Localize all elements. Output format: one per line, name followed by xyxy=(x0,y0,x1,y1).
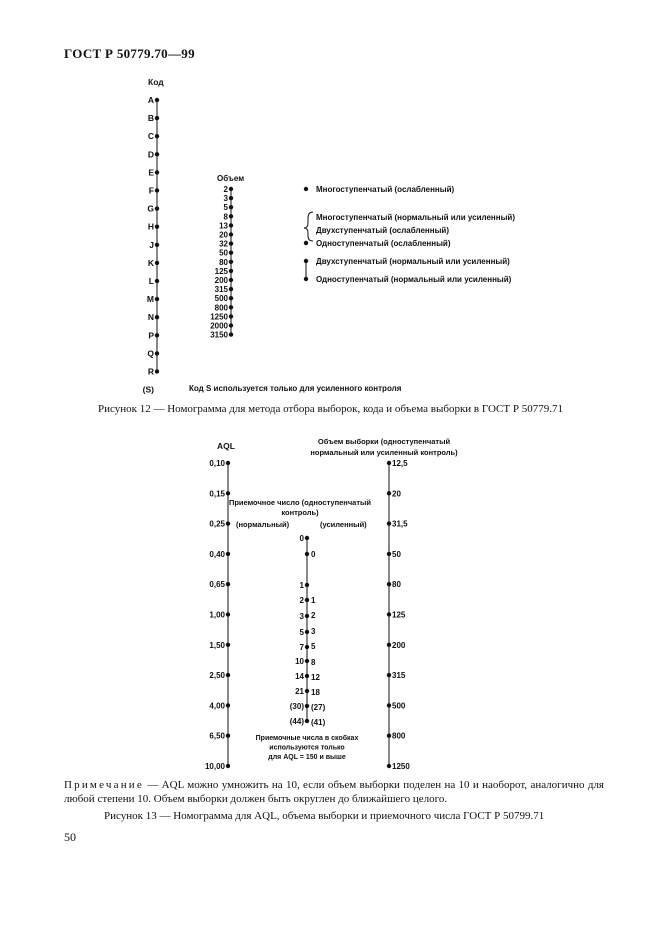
aql-label: 4,00 xyxy=(209,701,225,711)
sample-size-label: 50 xyxy=(392,549,401,559)
page-number: 50 xyxy=(64,830,76,844)
sample-size-label: 12,5 xyxy=(392,459,408,468)
sample-size-point xyxy=(387,552,391,556)
acceptance-normal-label: (нормальный) xyxy=(236,520,290,529)
plan-label: Одноступенчатый (ослабленный) xyxy=(316,239,451,248)
acceptance-normal-label: 0 xyxy=(299,534,304,543)
size-label: 3150 xyxy=(210,330,228,340)
plan-label: Двухступенчатый (нормальный или усиленный) xyxy=(316,257,510,266)
acceptance-tightened-label: 3 xyxy=(311,627,316,636)
acceptance-tightened-label: 8 xyxy=(311,658,316,667)
aql-point xyxy=(226,673,230,677)
code-label: E xyxy=(148,167,154,178)
sample-size-label: 31,5 xyxy=(392,519,408,529)
acceptance-normal-label: 2 xyxy=(299,596,304,605)
aql-point xyxy=(226,703,230,707)
sample-size-label: 20 xyxy=(392,489,401,499)
size-label: 5 xyxy=(223,203,228,213)
size-label: 50 xyxy=(219,248,228,258)
acceptance-title-line: контроль) xyxy=(281,508,319,517)
plan-label: Двухступенчатый (ослабленный) xyxy=(316,226,449,235)
code-label: G xyxy=(147,203,154,214)
sample-size-point xyxy=(387,643,391,647)
sample-size-label: 125 xyxy=(392,610,406,620)
sample-size-label: 1250 xyxy=(392,762,410,771)
code-label: K xyxy=(147,257,154,268)
sample-size-label: 80 xyxy=(392,580,401,590)
code-label: B xyxy=(147,113,154,124)
acceptance-note-line: для AQL = 150 и выше xyxy=(268,754,346,761)
size-label: 200 xyxy=(214,276,228,285)
code-label: A xyxy=(147,95,154,105)
code-label: L xyxy=(148,276,154,286)
acceptance-normal-point xyxy=(305,645,309,649)
aql-label: 6,50 xyxy=(209,731,225,741)
size-label: 2 xyxy=(223,185,228,194)
note-prefix: Примечание xyxy=(64,779,144,791)
acceptance-tightened-label: 5 xyxy=(311,642,316,651)
sample-size-label: 315 xyxy=(392,671,406,681)
code-label: (S) xyxy=(142,384,154,395)
aql-point xyxy=(226,612,230,616)
acceptance-tightened-label: 1 xyxy=(311,596,316,605)
code-label: C xyxy=(147,131,154,142)
plan-label: Многоступенчатый (нормальный или усиленный) xyxy=(316,213,515,222)
sample-size-label: 200 xyxy=(392,640,406,650)
aql-label: 1,50 xyxy=(209,640,225,650)
code-footnote: Код S используется только для усиленного контроля xyxy=(189,384,402,393)
aql-label: 2,50 xyxy=(209,671,225,681)
acceptance-normal-point xyxy=(305,598,309,602)
sample-size-title-line: нормальный или усиленный контроль) xyxy=(310,448,458,457)
figure-13-note xyxy=(64,778,604,806)
sample-size-point xyxy=(387,734,391,738)
acceptance-normal-label: (30) xyxy=(289,702,304,711)
sample-size-label: 800 xyxy=(392,731,406,741)
acceptance-normal-point xyxy=(305,659,309,663)
acceptance-normal-point xyxy=(305,630,309,634)
plan-label: Многоступенчатый (ослабленный) xyxy=(316,185,455,194)
figure-13-caption: Рисунок 13 — Номограмма для AQL, объема выборки и приемочного числа ГОСТ Р 50799.71 xyxy=(104,810,545,822)
sample-size-point xyxy=(387,521,391,525)
aql-point xyxy=(226,521,230,525)
sample-size-point xyxy=(387,703,391,707)
code-label: R xyxy=(147,366,154,377)
size-label: 800 xyxy=(214,303,228,313)
size-label: 1250 xyxy=(210,312,228,322)
aql-point xyxy=(226,643,230,647)
size-label: 315 xyxy=(214,285,228,295)
aql-point xyxy=(226,764,230,768)
acceptance-normal-label: 21 xyxy=(295,687,304,696)
acceptance-tightened-label: (усиленный) xyxy=(320,520,367,529)
sample-size-point xyxy=(387,491,391,495)
acceptance-normal-label: 10 xyxy=(295,657,304,666)
size-label: 80 xyxy=(219,257,228,267)
acceptance-tightened-label: (27) xyxy=(311,703,326,712)
aql-point xyxy=(226,734,230,738)
acceptance-normal-point xyxy=(305,674,309,678)
acceptance-normal-label: 3 xyxy=(299,612,304,621)
acceptance-normal-label: 14 xyxy=(295,672,304,681)
acceptance-tightened-label: 2 xyxy=(311,611,316,620)
size-label: 8 xyxy=(223,212,228,222)
acceptance-normal-point xyxy=(305,536,309,540)
code-label: F xyxy=(148,185,154,196)
code-label: D xyxy=(147,149,154,160)
code-label: N xyxy=(147,312,154,323)
sample-size-title-line: Объем выборки (одноступенчатый xyxy=(317,437,451,446)
size-label: 500 xyxy=(214,294,228,304)
acceptance-tightened-point xyxy=(305,552,309,556)
acceptance-title-line: Приемочное число (одноступенчатый xyxy=(228,498,372,507)
aql-label: 10,00 xyxy=(204,762,225,771)
code-label: M xyxy=(146,294,154,305)
size-label: 20 xyxy=(219,230,228,240)
size-axis-title: Объем xyxy=(217,174,245,183)
acceptance-tightened-label: 0 xyxy=(311,550,316,559)
aql-label: 0,25 xyxy=(209,519,225,529)
aql-label: 0,65 xyxy=(209,580,225,590)
size-label: 3 xyxy=(223,194,228,204)
acceptance-normal-point xyxy=(305,704,309,708)
acceptance-normal-point xyxy=(305,689,309,693)
sample-size-point xyxy=(387,582,391,586)
size-label: 13 xyxy=(219,221,228,231)
acceptance-note-line: Приемочные числа в скобках xyxy=(255,735,359,742)
document-header: ГОСТ Р 50779.70—99 xyxy=(64,46,195,61)
sample-size-point xyxy=(387,673,391,677)
sample-size-point xyxy=(387,612,391,616)
acceptance-normal-point xyxy=(305,583,309,587)
acceptance-normal-label: 5 xyxy=(299,628,304,637)
sample-size-point xyxy=(387,764,391,768)
aql-point xyxy=(226,491,230,495)
aql-point xyxy=(226,461,230,465)
size-label: 2000 xyxy=(210,321,228,331)
plan-label: Одноступенчатый (нормальный или усиленный) xyxy=(316,275,512,284)
code-label: H xyxy=(147,221,154,232)
sample-size-label: 500 xyxy=(392,701,406,711)
acceptance-note-line: используются только xyxy=(269,744,345,752)
aql-label: 1,00 xyxy=(209,610,225,620)
acceptance-normal-point xyxy=(305,614,309,618)
code-label: Q xyxy=(147,348,154,359)
aql-label: 0,10 xyxy=(209,459,225,468)
size-label: 125 xyxy=(214,266,228,276)
aql-label: 0,15 xyxy=(209,489,225,499)
acceptance-normal-point xyxy=(305,719,309,723)
acceptance-normal-label: 7 xyxy=(299,643,304,652)
acceptance-tightened-label: 12 xyxy=(311,673,320,682)
acceptance-tightened-label: (41) xyxy=(311,718,326,727)
sample-size-point xyxy=(387,461,391,465)
acceptance-normal-label: (44) xyxy=(289,717,304,726)
aql-axis-title: AQL xyxy=(217,441,235,451)
note-text: — AQL можно умножить на 10, если объем выборки поделен на 10 и наоборот, аналогично для любой степени 10. Объем выборки должен быть округлен до ближайшего целого. xyxy=(64,779,604,805)
aql-point xyxy=(226,552,230,556)
code-label: J xyxy=(149,239,154,250)
size-label: 32 xyxy=(219,239,228,249)
code-label: P xyxy=(148,330,154,341)
figure-12-caption: Рисунок 12 — Номограмма для метода отбора выборок, кода и объема выборки в ГОСТ Р 50779.71 xyxy=(98,403,563,415)
acceptance-normal-label: 1 xyxy=(299,581,304,590)
acceptance-tightened-label: 18 xyxy=(311,688,320,697)
aql-point xyxy=(226,582,230,586)
code-axis-title: Код xyxy=(148,77,164,87)
aql-label: 0,40 xyxy=(209,549,225,559)
